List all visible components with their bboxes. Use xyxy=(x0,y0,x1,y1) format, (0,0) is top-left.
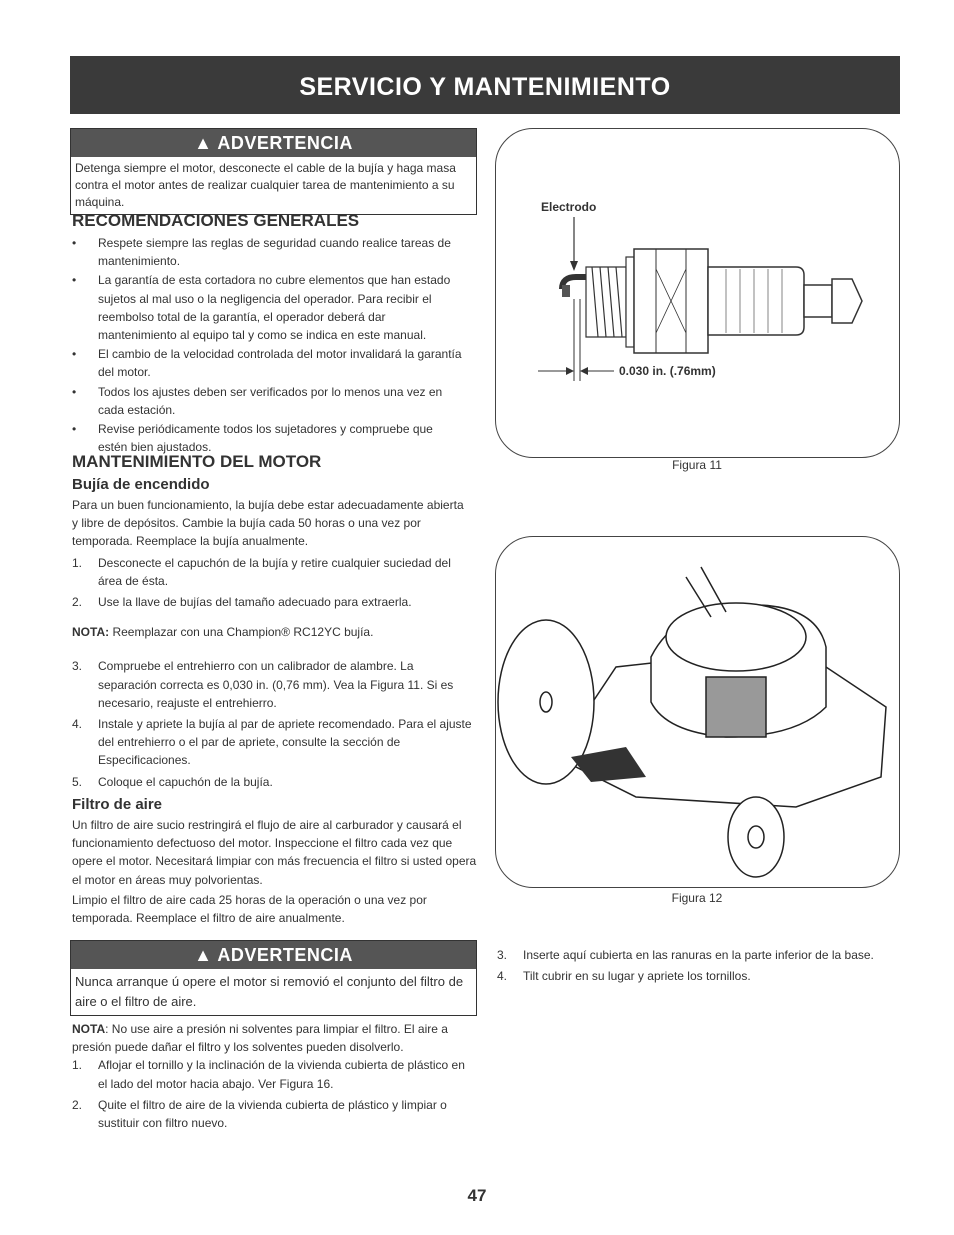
list-item: 4. Instale y apriete la bujía al par de apriete recomendado. Para el ajuste del entrehierro o el par de apriete, consulte la sección de Especificaciones. xyxy=(72,717,472,768)
warning-header xyxy=(71,941,476,969)
general-heading: RECOMENDACIONES GENERALES xyxy=(72,211,360,230)
spark-steps-a xyxy=(72,554,472,612)
bottom-note: NOTA: No use aire a presión ni solventes para limpiar el filtro. El aire a presión puede dañar el filtro y los solventes pueden disolverlo. xyxy=(72,1022,448,1055)
warning-title: ADVERTENCIA xyxy=(217,133,353,153)
list-item: 3. Compruebe el entrehierro con un calibrador de alambre. La separación correcta es 0,030 in. (0,76 mm). Vea la Figura 11. Si es necesario, reajuste el entrehierro. xyxy=(72,659,454,710)
list-item: 2. Quite el filtro de aire de la vivienda cubierta de plástico y limpiar o sustituir con filtro nuevo. xyxy=(72,1097,447,1131)
list-item: • Revise periódicamente todos los sujetadores y compruebe que estén bien ajustados. xyxy=(72,420,462,456)
list-item: • El cambio de la velocidad controlada del motor invalidará la garantía del motor. xyxy=(72,345,462,381)
figure-12-caption: Figura 12 xyxy=(671,891,723,905)
figure-11 xyxy=(495,128,900,458)
list-item: 3. Inserte aquí cubierta en las ranuras en la parte inferior de la base. xyxy=(497,948,874,962)
warning-box xyxy=(70,940,477,1016)
filter-p1: Un filtro de aire sucio restringirá el flujo de aire al carburador y causará el funcionamiento defectuoso del motor. Inspeccione el filtro cada vez que opere el motor. Necesitará limpiar con más frecuencia el filtro si usted opera el motor en áreas muy polvorientas. xyxy=(72,818,477,887)
spark-steps-b xyxy=(72,657,472,790)
warning-triangle-icon: ▲ xyxy=(194,945,213,965)
section-banner: SERVICIO Y MANTENIMIENTO xyxy=(70,56,900,114)
filter-p2: Limpio el filtro de aire cada 25 horas de la operación o una vez por temporada. Reemplace el filtro de aire anualmente. xyxy=(72,892,427,926)
list-item: 4. Tilt cubrir en su lugar y apriete los tornillos. xyxy=(497,969,751,984)
right-steps xyxy=(497,946,902,985)
page-number: 47 xyxy=(467,1186,487,1205)
bottom-steps xyxy=(72,1056,477,1132)
list-item: • Respete siempre las reglas de seguridad cuando realice tareas de mantenimiento. xyxy=(72,234,462,270)
list-item: 5. Coloque el capuchón de la bujía. xyxy=(72,774,273,789)
warning-title: ADVERTENCIA xyxy=(217,945,353,965)
spark-section xyxy=(72,496,472,794)
right-steps-section xyxy=(497,946,902,988)
figure-11-caption: Figura 11 xyxy=(672,458,722,472)
warning-triangle-icon: ▲ xyxy=(194,133,213,153)
electrode-label: Electrodo xyxy=(541,200,597,214)
lawnmower-illustration xyxy=(496,537,899,887)
list-item: 2. Use la llave de bujías del tamaño adecuado para extraerla. xyxy=(72,595,412,610)
warning-header xyxy=(71,129,476,157)
filter-section xyxy=(72,816,477,927)
spark-heading: Bujía de encendido xyxy=(72,476,210,493)
spark-intro: Para un buen funcionamiento, la bujía debe estar adecuadamente abierta y libre de depósitos. Cambie la bujía cada 50 horas o una vez por temporada. Reemplace la bujía anualmente. xyxy=(72,498,464,549)
list-item: 1. Desconecte el capuchón de la bujía y retire cualquier suciedad del área de ésta. xyxy=(72,555,451,588)
spark-plug-diagram xyxy=(496,129,899,457)
warning-text: Detenga siempre el motor, desconecte el cable de la bujía y haga masa contra el motor antes de realizar cualquier tarea de mantenimiento a su máquina. xyxy=(75,161,456,209)
list-item: • Todos los ajustes deben ser verificados por lo menos una vez en cada estación. xyxy=(72,383,462,419)
gap-label: 0.030 in. (.76mm) xyxy=(619,364,716,378)
warning-text: Nunca arranque ú opere el motor si removió el conjunto del filtro de aire o el filtro de aire. xyxy=(75,974,464,1009)
engine-heading: MANTENIMIENTO DEL MOTOR xyxy=(72,452,322,471)
bottom-section xyxy=(72,1020,477,1135)
figure-12 xyxy=(495,536,900,888)
list-item: • La garantía de esta cortadora no cubre elementos que han estado sujetos al mal uso o la negligencia del operador. Para recibir el reembolso total de la garantía, el operador deberá dar mantenimiento al equipo tal y como se indica en este manual. xyxy=(72,271,462,344)
general-list-container xyxy=(72,234,462,457)
filter-heading: Filtro de aire xyxy=(72,796,163,813)
list-item: 1. Aflojar el tornillo y la inclinación de la vivienda cubierta de plástico en el lado del motor hacia abajo. Ver Figura 16. xyxy=(72,1058,465,1091)
spark-note: NOTA: Reemplazar con una Champion® RC12YC bujía. xyxy=(72,625,374,640)
warning-box xyxy=(70,128,477,215)
general-list xyxy=(72,234,462,456)
